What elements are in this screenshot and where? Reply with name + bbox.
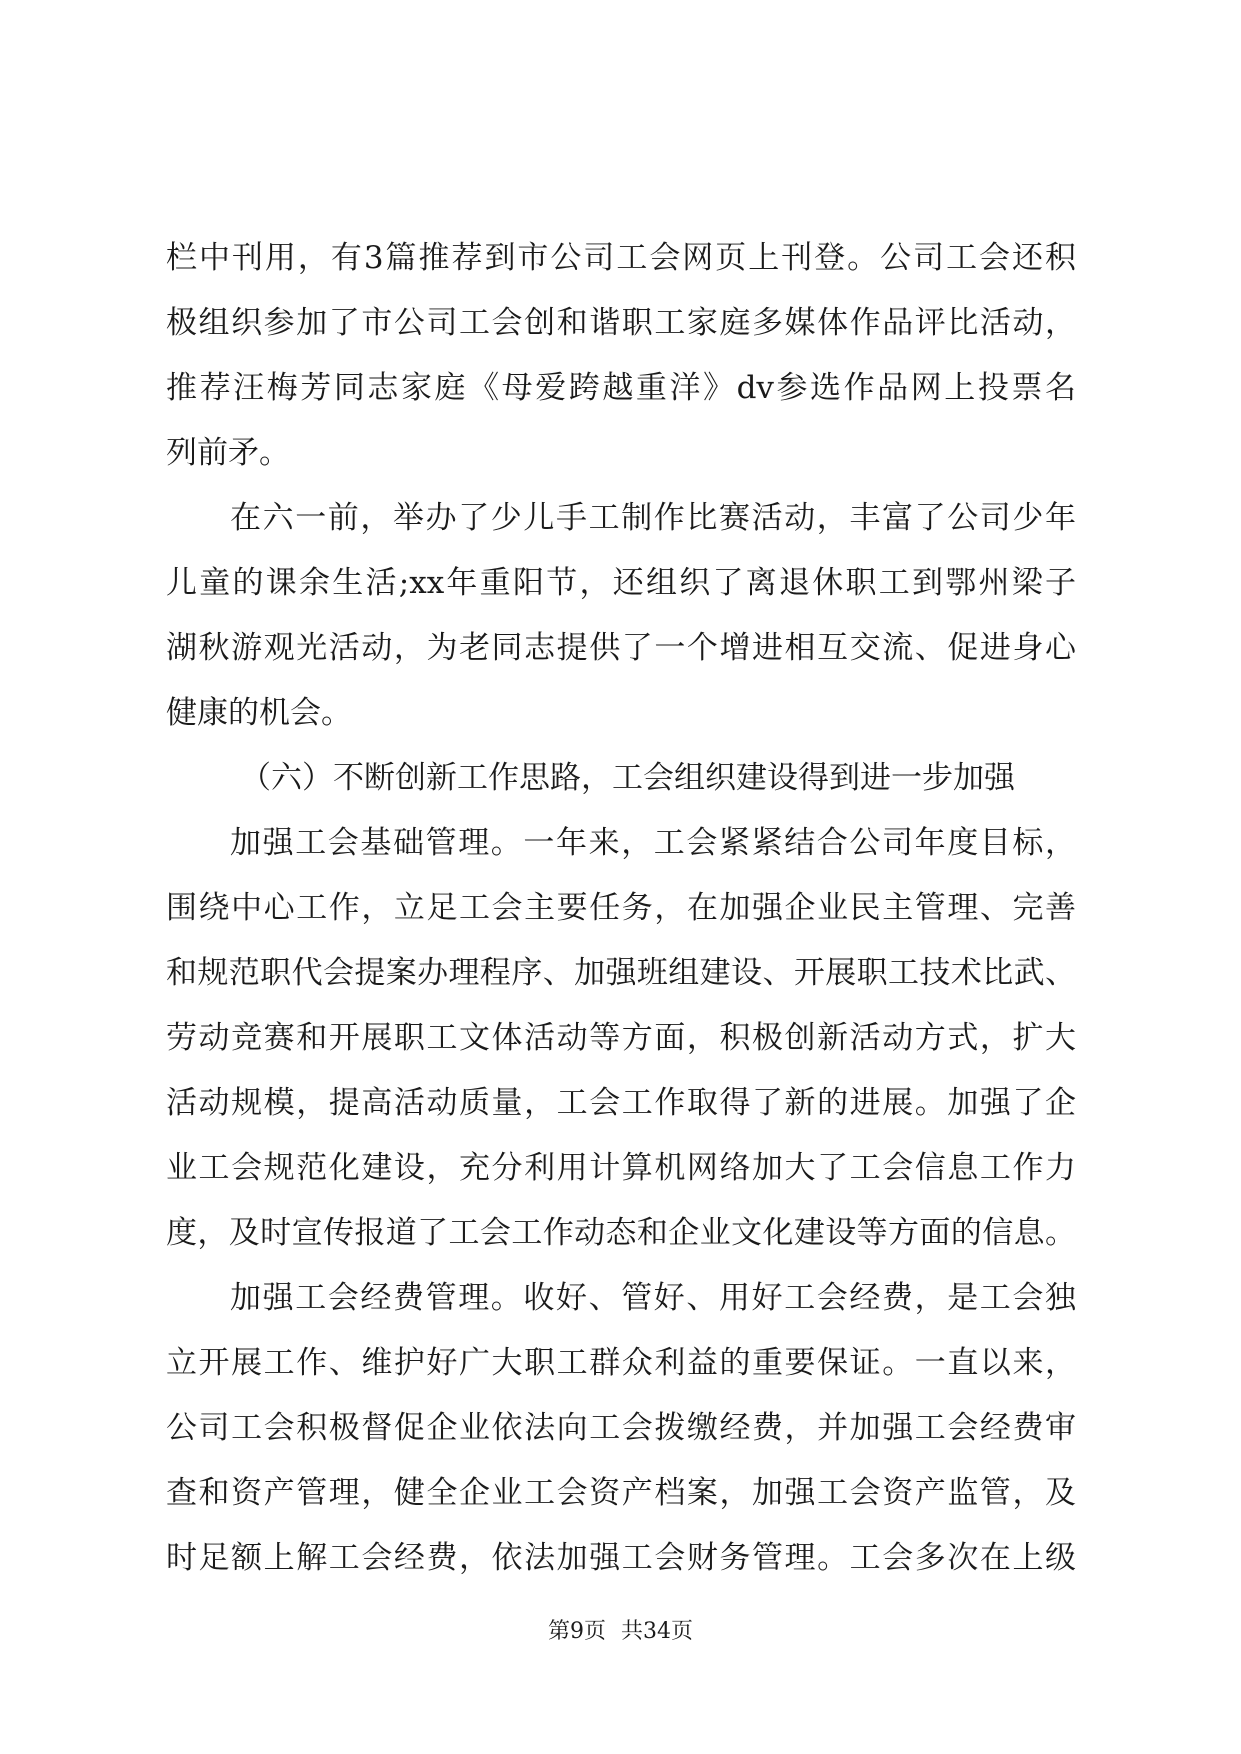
text-line: 和规范职代会提案办理程序、加强班组建设、开展职工技术比武、 xyxy=(166,955,1076,991)
text-line: 极组织参加了市公司工会创和谐职工家庭多媒体作品评比活动， xyxy=(166,305,1076,341)
page-number: 第9页 xyxy=(548,1619,606,1644)
page-total: 共34页 xyxy=(621,1619,693,1644)
document-body xyxy=(166,226,1076,1591)
text-line: 在六一前，举办了少儿手工制作比赛活动，丰富了公司少年 xyxy=(230,500,1076,536)
text-line: 度，及时宣传报道了工会工作动态和企业文化建设等方面的信息。 xyxy=(166,1215,1076,1251)
text-line: 儿童的课余生活;xx年重阳节，还组织了离退休职工到鄂州梁子 xyxy=(166,565,1076,601)
text-line: 栏中刊用，有3篇推荐到市公司工会网页上刊登。公司工会还积 xyxy=(166,240,1076,276)
text-line: 加强工会基础管理。一年来，工会紧紧结合公司年度目标， xyxy=(230,825,1076,861)
text-line: 推荐汪梅芳同志家庭《母爱跨越重洋》dv参选作品网上投票名 xyxy=(166,370,1076,406)
text-line: 列前矛。 xyxy=(166,435,290,471)
text-line: 立开展工作、维护好广大职工群众利益的重要保证。一直以来， xyxy=(166,1345,1076,1381)
text-line: 加强工会经费管理。收好、管好、用好工会经费，是工会独 xyxy=(230,1280,1076,1316)
section-heading: （六）不断创新工作思路，工会组织建设得到进一步加强 xyxy=(240,760,1015,796)
text-line: 活动规模，提高活动质量，工会工作取得了新的进展。加强了企 xyxy=(166,1085,1076,1121)
text-line: 劳动竞赛和开展职工文体活动等方面，积极创新活动方式，扩大 xyxy=(166,1020,1076,1056)
text-line: 湖秋游观光活动，为老同志提供了一个增进相互交流、促进身心 xyxy=(166,630,1076,666)
page-footer xyxy=(0,1614,1241,1645)
text-line: 查和资产管理，健全企业工会资产档案，加强工会资产监管，及 xyxy=(166,1475,1076,1511)
text-line: 健康的机会。 xyxy=(166,695,352,731)
text-line: 围绕中心工作，立足工会主要任务，在加强企业民主管理、完善 xyxy=(166,890,1076,926)
text-line: 业工会规范化建设，充分利用计算机网络加大了工会信息工作力 xyxy=(166,1150,1076,1186)
text-line: 时足额上解工会经费，依法加强工会财务管理。工会多次在上级 xyxy=(166,1540,1076,1576)
text-line: 公司工会积极督促企业依法向工会拨缴经费，并加强工会经费审 xyxy=(166,1410,1076,1446)
